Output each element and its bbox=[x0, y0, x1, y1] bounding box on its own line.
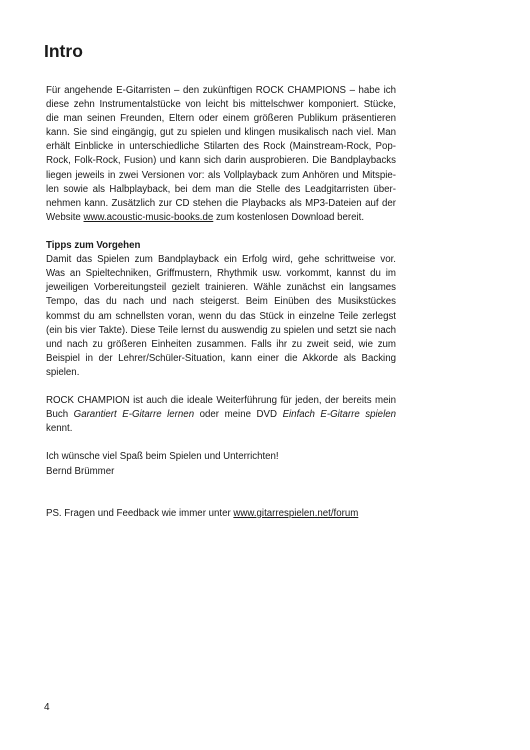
continuation-line: ROCK CHAMPION ist auch die ideale Weiterführung für jeden, der bereits mein bbox=[46, 395, 396, 407]
intro-line: erhält Einblicke in unterschiedliche Stilarten des Rock (Mainstream-Rock, Pop- bbox=[46, 141, 396, 153]
intro-line: Rock, Folk-Rock, Fusion) und kann sich darin ausprobieren. Die Bandplaybacks bbox=[46, 155, 396, 167]
paragraph-spacer bbox=[46, 479, 396, 507]
paragraph-spacer bbox=[46, 436, 396, 450]
intro-line-website bbox=[46, 211, 396, 225]
page-number: 4 bbox=[44, 702, 50, 713]
continuation-line: kennt. bbox=[46, 423, 73, 435]
dvd-prefix: oder meine DVD bbox=[194, 409, 283, 421]
tips-line: kommst du am schnellsten voran, wenn du das Stück in einzelne Teile zerlegst bbox=[46, 310, 396, 322]
ps-line bbox=[46, 507, 396, 521]
page-content bbox=[46, 84, 396, 521]
tips-line: Damit das Spielen zum Bandplayback ein Erfolg wird, gehe schrittweise vor. bbox=[46, 254, 396, 266]
dvd-title: Einfach E-Gitarre spielen bbox=[282, 409, 396, 421]
website-suffix: zum kostenlosen Download bereit. bbox=[213, 211, 365, 223]
ps-text: PS. Fragen und Feedback wie immer unter bbox=[46, 507, 234, 519]
intro-line: len sowie als Halbplayback, bei dem man die Stelle des Leadgitarristen über- bbox=[46, 183, 396, 195]
tips-line: jeweiligen Vorbereitungsteil gezielt trainieren. Wähle zunächst ein langsames bbox=[46, 282, 396, 294]
tips-heading: Tipps zum Vorgehen bbox=[46, 240, 141, 252]
author-signature: Bernd Brümmer bbox=[46, 465, 115, 477]
book-prefix: Buch bbox=[46, 409, 74, 421]
intro-line: kann. Sie sind eingängig, gut zu spielen und klingen musikalisch nach viel. Man bbox=[46, 127, 396, 139]
ps-paragraph bbox=[46, 507, 396, 521]
paragraph-spacer bbox=[46, 225, 396, 239]
intro-line: Für angehende E-Gitarristen – den zukünftigen ROCK CHAMPIONS – habe ich bbox=[46, 85, 396, 96]
tips-line: und nach zu größeren Einheiten zusammen. Falls ihr zu zweit seid, wie zum bbox=[46, 338, 396, 350]
tips-section bbox=[46, 239, 396, 380]
publisher-website-link[interactable]: www.acoustic-music-books.de bbox=[83, 211, 214, 223]
tips-line: Tempo, das du nach und nach steigerst. Beim Einüben des Musikstückes bbox=[46, 296, 396, 308]
tips-line: Was an Spieltechniken, Griffmustern, Rhythmik usw. vorkommt, kannst du im bbox=[46, 268, 396, 280]
tips-line: (ein bis vier Takte). Diese Teile lernst du auswendig zu spielen und setzt sie nach bbox=[46, 324, 396, 336]
intro-line: die man seinen Freunden, Eltern oder einem größeren Publikum präsentieren bbox=[46, 113, 396, 125]
intro-line: diese zehn Instrumentalstücke von leicht bis mittelschwer komponiert. Stücke, bbox=[46, 99, 396, 111]
paragraph-spacer bbox=[46, 380, 396, 394]
intro-paragraph bbox=[46, 84, 396, 225]
continuation-paragraph bbox=[46, 394, 396, 436]
continuation-line-titles bbox=[46, 408, 396, 422]
book-title: Garantiert E-Gitarre lernen bbox=[73, 409, 195, 421]
intro-line: liegen jeweils in zwei Versionen vor: als Vollplayback zum Anhören und Mitspie- bbox=[46, 169, 396, 181]
page-title: Intro bbox=[44, 41, 83, 61]
tips-line: spielen. bbox=[46, 366, 80, 378]
forum-link[interactable]: www.gitarrespielen.net/forum bbox=[233, 507, 359, 519]
intro-line: nehmen kann. Zusätzlich zur CD stehen die Playbacks als MP3-Dateien auf der bbox=[46, 197, 396, 209]
closing-paragraph bbox=[46, 450, 396, 478]
tips-line: Beispiel in der Lehrer/Schüler-Situation, kann einer die Akkorde als Backing bbox=[46, 352, 396, 364]
closing-wish: Ich wünsche viel Spaß beim Spielen und Unterrichten! bbox=[46, 451, 279, 463]
website-prefix: Website bbox=[46, 211, 84, 223]
